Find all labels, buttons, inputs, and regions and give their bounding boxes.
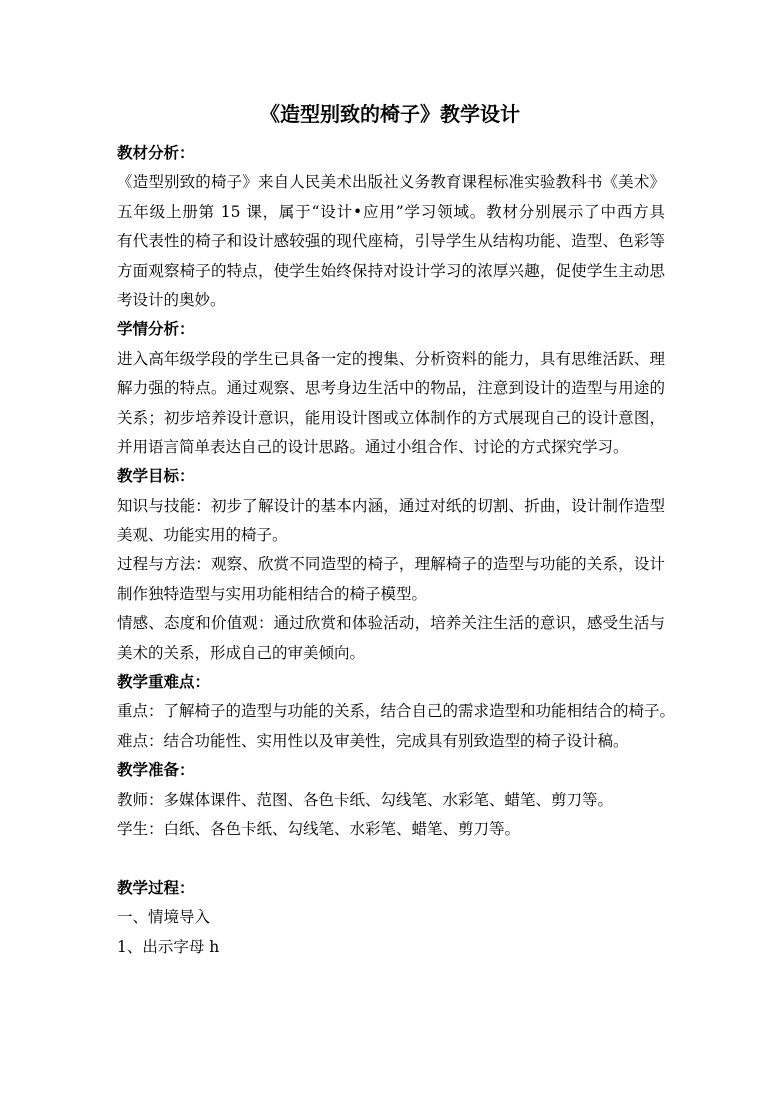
text-line: 1、出示字母 h (117, 937, 220, 956)
text-line: 美术的关系，形成自己的审美倾向。 (117, 643, 366, 662)
document-body (117, 139, 676, 962)
text-line: 方面观察椅子的特点，使学生始终保持对设计学习的浓厚兴趣，促使学生主动思 (117, 261, 665, 280)
text-line: 知识与技能：初步了解设计的基本内涵，通过对纸的切割、折曲，设计制作造型 (117, 496, 665, 515)
text-line: 过程与方法：观察、欣赏不同造型的椅子，理解椅子的造型与功能的关系，设计 (117, 555, 665, 574)
text-line: 考设计的奥妙。 (117, 290, 226, 309)
section-heading: 教学过程： (117, 878, 195, 897)
text-line: 关系；初步培养设计意识，能用设计图或立体制作的方式展现自己的设计意图， (117, 408, 665, 427)
text-line: 重点：了解椅子的造型与功能的关系，结合自己的需求造型和功能相结合的椅子。 (117, 702, 676, 721)
text-line: 情感、态度和价值观：通过欣赏和体验活动，培养关注生活的意识，感受生活与 (117, 614, 665, 633)
text-line: 解力强的特点。通过观察、思考身边生活中的物品，注意到设计的造型与用途的 (117, 379, 665, 398)
text-line: 制作独特造型与实用功能相结合的椅子模型。 (117, 584, 428, 603)
text-line: 学生：白纸、各色卡纸、勾线笔、水彩笔、蜡笔、剪刀等。 (117, 819, 521, 838)
text-line: 一、情境导入 (117, 908, 211, 927)
text-line: 教师：多媒体课件、范图、各色卡纸、勾线笔、水彩笔、蜡笔、剪刀等。 (117, 790, 614, 809)
text-line: 《造型别致的椅子》来自人民美术出版社义务教育课程标准实验教科书《美术》 (117, 173, 665, 192)
text-line: 并用语言简单表达自己的设计思路。通过小组合作、讨论的方式探究学习。 (117, 437, 629, 456)
paragraph (117, 815, 665, 844)
section-heading: 学情分析： (117, 320, 195, 339)
blank-line (117, 844, 665, 873)
text-line: 有代表性的椅子和设计感较强的现代座椅，引导学生从结构功能、造型、色彩等 (117, 232, 665, 251)
text-line: 进入高年级学段的学生已具备一定的搜集、分析资料的能力，具有思维活跃、理 (117, 349, 665, 368)
text-line: 美观、功能实用的椅子。 (117, 526, 288, 545)
paragraph (117, 550, 665, 609)
text-line: 五年级上册第 15 课，属于“设计•应用”学习领域。教材分别展示了中西方具 (117, 202, 665, 221)
paragraph (117, 786, 665, 815)
paragraph (117, 168, 665, 315)
section-heading: 教学目标： (117, 467, 195, 486)
document-title: 《造型别致的椅子》教学设计 (260, 102, 520, 126)
section-heading: 教学重难点： (117, 673, 211, 692)
paragraph (117, 492, 665, 551)
paragraph (117, 903, 665, 932)
paragraph (117, 609, 665, 668)
paragraph (117, 727, 665, 756)
paragraph (117, 933, 665, 962)
section-heading: 教材分析： (117, 144, 195, 162)
section-heading: 教学准备： (117, 761, 195, 780)
text-line: 难点：结合功能性、实用性以及审美性，完成具有别致造型的椅子设计稿。 (117, 731, 629, 750)
paragraph (117, 697, 676, 726)
paragraph (117, 345, 665, 463)
